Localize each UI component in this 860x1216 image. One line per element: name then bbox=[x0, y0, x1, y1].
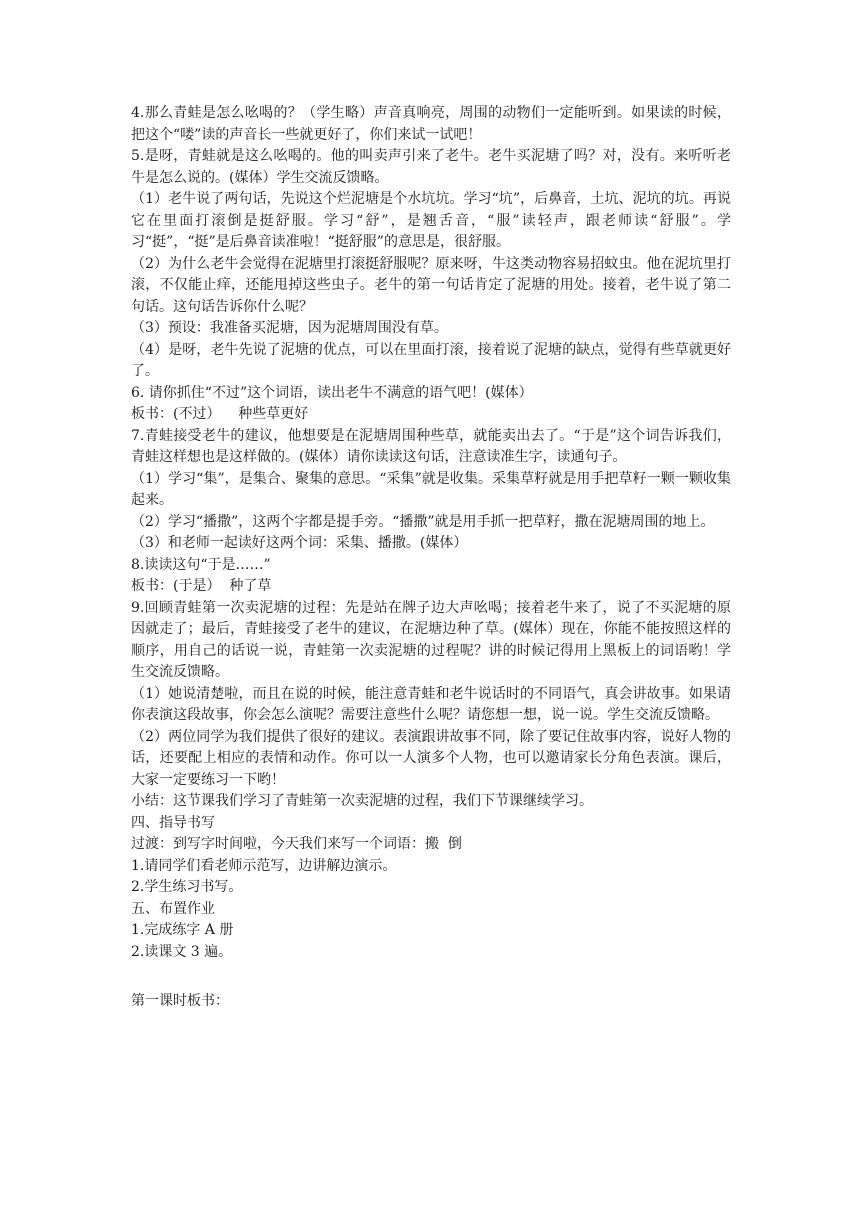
paragraph: （1）她说清楚啦，而且在说的时候，能注意青蛙和老牛说话时的不同语气，真会讲故事。如果请你表演这段故事，你会怎么演呢？需要注意些什么呢？请您想一想，说一说。学生交流反馈略。 bbox=[131, 685, 731, 723]
paragraph: 7.青蛙接受老牛的建议，他想要是在泥塘周围种些草，就能卖出去了。“于是”这个词告诉我们，青蛙这样想也是这样做的。(媒体）请你读读这句话，注意读准生字，读通句子。 bbox=[131, 427, 731, 465]
list-item: 2.读课文 3 遍。 bbox=[131, 943, 233, 960]
section-heading: 五、布置作业 bbox=[131, 900, 215, 917]
paragraph: （2）为什么老牛会觉得在泥塘里打滚挺舒服呢？原来呀，牛这类动物容易招蚊虫。他在泥坑里打滚，不仅能止痒，还能甩掉这些虫子。老牛的第一句话肯定了泥塘的用处。接着，老牛说了第二句话。这句话告诉你什么呢？ bbox=[131, 255, 731, 315]
section-heading: 四、指导书写 bbox=[131, 814, 215, 831]
list-item: 2.学生练习书写。 bbox=[131, 879, 243, 895]
paragraph: （1）学习“集”，是集合、聚集的意思。“采集”就是收集。采集草籽就是用手把草籽一颗一颗收集起来。 bbox=[131, 470, 731, 508]
paragraph: （4）是呀，老牛先说了泥塘的优点，可以在里面打滚，接着说了泥塘的缺点，觉得有些草就更好了。 bbox=[131, 341, 731, 379]
paragraph: 9.回顾青蛙第一次卖泥塘的过程：先是站在牌子边大声吆喝；接着老牛来了，说了不买泥塘的原因就走了；最后，青蛙接受了老牛的建议，在泥塘边种了草。(媒体）现在，你能不能按照这样的顺序，用自己的话说一说，青蛙第一次卖泥塘的过程呢？讲的时候记得用上黑板上的词语哟！学生交流反馈略。 bbox=[131, 599, 731, 680]
list-item: 1.完成练字 A 册 bbox=[131, 922, 234, 938]
closing-heading: 第一课时板书： bbox=[131, 993, 229, 1009]
paragraph: （2）学习“播撒”，这两个字都是提手旁。“播撒”就是用手抓一把草籽，撒在泥塘周围的地上。 bbox=[131, 513, 715, 530]
board-note: 板书：(于是） 种了草 bbox=[131, 578, 272, 594]
paragraph: （2）两位同学为我们提供了很好的建议。表演跟讲故事不同，除了要记住故事内容，说好人物的话，还要配上相应的表情和动作。你可以一人演多个人物，也可以邀请家长分角色表演。课后，大家一定要练习一下哟！ bbox=[131, 728, 731, 788]
list-item: 1.请同学们看老师示范写，边讲解边演示。 bbox=[131, 857, 397, 874]
paragraph: （3）和老师一起读好这两个词：采集、播撒。(媒体） bbox=[131, 535, 468, 551]
paragraph: 6. 请你抓住“不过”这个词语，读出老牛不满意的语气吧！(媒体） bbox=[131, 384, 533, 401]
board-note: 板书：(不过） 种些草更好 bbox=[131, 406, 309, 422]
spacer bbox=[131, 963, 731, 991]
paragraph: 过渡：到写字时间啦，今天我们来写一个词语：搬 倒 bbox=[131, 836, 462, 852]
paragraph: 4.那么青蛙是怎么吆喝的？（学生略）声音真响亮，周围的动物们一定能听到。如果读的时候，把这个“喽”读的声音长一些就更好了，你们来试一试吧！ bbox=[131, 105, 731, 143]
paragraph: 5.是呀，青蛙就是这么吆喝的。他的叫卖声引来了老牛。老牛买泥塘了吗？对，没有。来听听老牛是怎么说的。(媒体）学生交流反馈略。 bbox=[131, 148, 731, 186]
document-body bbox=[131, 103, 731, 1013]
paragraph: （1）老牛说了两句话，先说这个烂泥塘是个水坑坑。学习“坑”，后鼻音，土坑、泥坑的坑。再说它在里面打滚倒是挺舒服。学习“舒”，是翘舌音，“服”读轻声，跟老师读“舒服”。学习“挺”，“挺”是后鼻音读准啦！“挺舒服”的意思是，很舒服。 bbox=[131, 191, 731, 250]
paragraph: （3）预设：我准备买泥塘，因为泥塘周围没有草。 bbox=[131, 320, 448, 336]
paragraph: 8.读读这句“于是……” bbox=[131, 556, 271, 573]
summary: 小结：这节课我们学习了青蛙第一次卖泥塘的过程，我们下节课继续学习。 bbox=[131, 793, 593, 809]
